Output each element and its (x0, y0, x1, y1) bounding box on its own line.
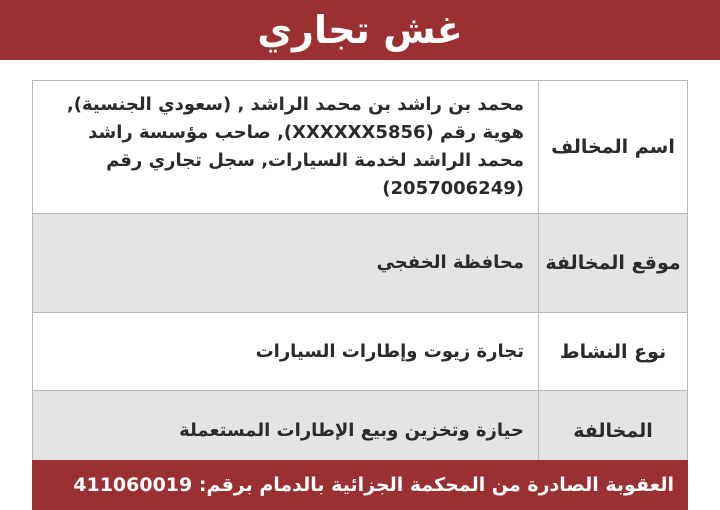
table-row-activity-type (33, 313, 688, 391)
violation-label: المخالفة (539, 391, 688, 472)
title-banner (0, 0, 720, 60)
table-row-violator-name (33, 81, 688, 214)
penalty-text: العقوبة الصادرة من المحكمة الجزائية بالدمام برقم: 411060019 (73, 474, 674, 496)
violation-location-label: موقع المخالفة (539, 214, 688, 313)
violation-value: حيازة وتخزين وبيع الإطارات المستعملة (33, 391, 539, 472)
page-title: غش تجاري (257, 8, 463, 52)
activity-type-value: تجارة زيوت وإطارات السيارات (33, 313, 539, 391)
penalty-banner (32, 460, 688, 510)
violator-name-value: محمد بن راشد بن محمد الراشد , (سعودي الجنسية), هوية رقم (XXXXXX5856), صاحب مؤسسة راشد محمد الراشد لخدمة السيارات, سجل تجاري رقم (2057006249) (33, 81, 539, 214)
violation-details-table (32, 80, 688, 472)
activity-type-label: نوع النشاط (539, 313, 688, 391)
table-row-violation-location (33, 214, 688, 313)
violator-name-label: اسم المخالف (539, 81, 688, 214)
violation-location-value: محافظة الخفجي (33, 214, 539, 313)
